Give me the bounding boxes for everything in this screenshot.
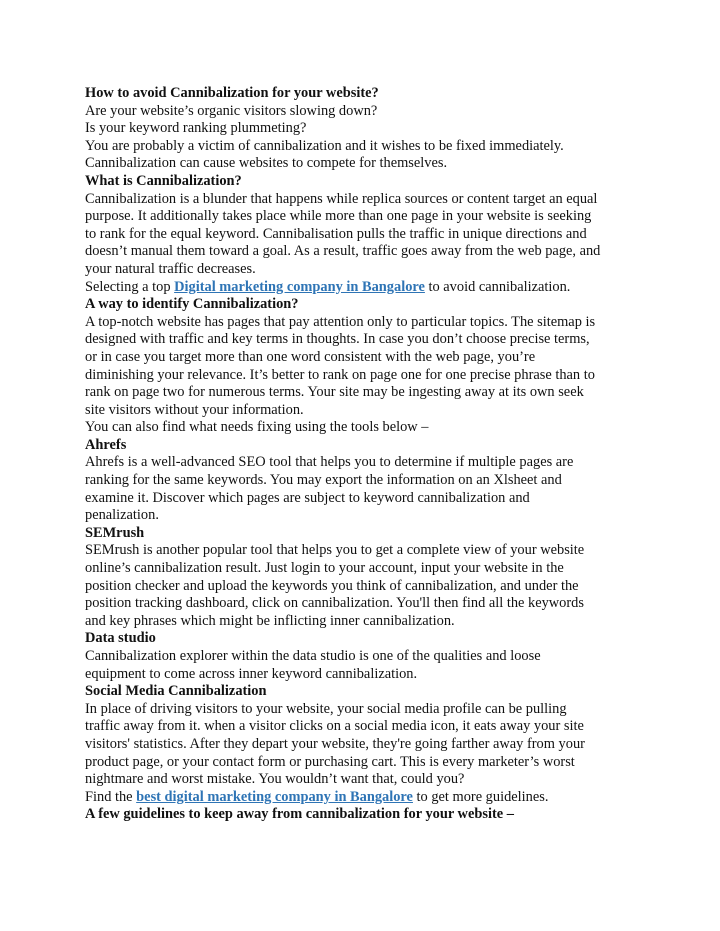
line-text-before-link: Selecting a top <box>85 278 175 295</box>
paragraph-line: site visitors without your information. <box>85 401 304 418</box>
line-text-after-link: to avoid cannibalization. <box>424 278 571 295</box>
paragraph-line: SEMrush is another popular tool that helps you to get a complete view of your website <box>85 542 585 559</box>
paragraph-line: online’s cannibalization result. Just login to your account, input your website in the <box>85 560 564 577</box>
paragraph-line: or in case you target more than one word consistent with the web page, you’re <box>85 348 536 365</box>
paragraph-line: Is your keyword ranking plummeting? <box>85 120 307 137</box>
company-link[interactable]: best digital marketing company in Bangalore <box>136 788 413 805</box>
paragraph-line: position tracking dashboard, click on cannibalization. You'll then find all the keywords <box>85 595 584 612</box>
paragraph-line-with-link <box>85 279 650 297</box>
section-heading: A few guidelines to keep away from cannibalization for your website – <box>85 806 514 823</box>
paragraph-line: Cannibalization is a blunder that happens while replica sources or content target an equal <box>85 190 598 207</box>
section-heading: What is Cannibalization? <box>85 172 242 189</box>
paragraph-line: ranking for the same keywords. You may export the information on an Xlsheet and <box>85 472 562 489</box>
paragraph-line: position checker and upload the keywords you think of cannibalization, and under the <box>85 577 579 594</box>
paragraph-line: visitors' statistics. After they depart your website, they're going farther away from your <box>85 735 585 752</box>
paragraph-line: In place of driving visitors to your website, your social media profile can be pulling <box>85 700 567 717</box>
line-text-before-link: Find the <box>85 788 137 805</box>
document-body <box>85 85 650 824</box>
section-heading: Ahrefs <box>85 436 127 453</box>
paragraph-line: nightmare and worst mistake. You wouldn’t want that, could you? <box>85 771 465 788</box>
section-heading: How to avoid Cannibalization for your website? <box>85 85 379 101</box>
paragraph-line: penalization. <box>85 507 159 524</box>
paragraph-line: product page, or your contact form or purchasing cart. This is every marketer’s worst <box>85 753 575 770</box>
paragraph-line: to rank for the equal keyword. Cannibalisation pulls the traffic in unique directions and <box>85 225 587 242</box>
paragraph-line: Ahrefs is a well-advanced SEO tool that helps you to determine if multiple pages are <box>85 454 574 471</box>
paragraph-line: your natural traffic decreases. <box>85 260 256 277</box>
paragraph-line: purpose. It additionally takes place while more than one page in your website is seeking <box>85 208 592 225</box>
section-heading: SEMrush <box>85 524 145 541</box>
paragraph-line: You can also find what needs fixing using the tools below – <box>85 419 429 436</box>
section-heading: Data studio <box>85 630 156 647</box>
paragraph-line: Cannibalization explorer within the data studio is one of the qualities and loose <box>85 648 541 664</box>
paragraph-line: examine it. Discover which pages are subject to keyword cannibalization and <box>85 489 530 506</box>
paragraph-line: equipment to come across inner keyword cannibalization. <box>85 665 418 682</box>
paragraph-line: You are probably a victim of cannibalization and it wishes to be fixed immediately. <box>85 137 564 154</box>
paragraph-line: traffic away from it. when a visitor clicks on a social media icon, it eats away your site <box>85 718 584 735</box>
paragraph-line: rank on page two for numerous terms. Your site may be ingesting away at its own seek <box>85 384 584 401</box>
paragraph-line: designed with traffic and key terms in thoughts. In case you don’t choose precise terms, <box>85 331 590 348</box>
section-heading: A way to identify Cannibalization? <box>85 296 299 313</box>
paragraph-line: and key phrases which might be inflicting inner cannibalization. <box>85 612 455 629</box>
line-text-after-link: to get more guidelines. <box>412 788 549 805</box>
company-link[interactable]: Digital marketing company in Bangalore <box>174 278 425 295</box>
paragraph-line: A top-notch website has pages that pay attention only to particular topics. The sitemap is <box>85 313 596 330</box>
paragraph-line: Cannibalization can cause websites to compete for themselves. <box>85 155 448 172</box>
paragraph-line: diminishing your relevance. It’s better to rank on page one for one precise phrase than to <box>85 366 595 383</box>
paragraph-line: doesn’t manual them toward a goal. As a result, traffic goes away from the web page, and <box>85 243 601 260</box>
paragraph-line: Are your website’s organic visitors slowing down? <box>85 102 378 119</box>
section-heading: Social Media Cannibalization <box>85 683 267 700</box>
paragraph-line-with-link <box>85 789 650 807</box>
